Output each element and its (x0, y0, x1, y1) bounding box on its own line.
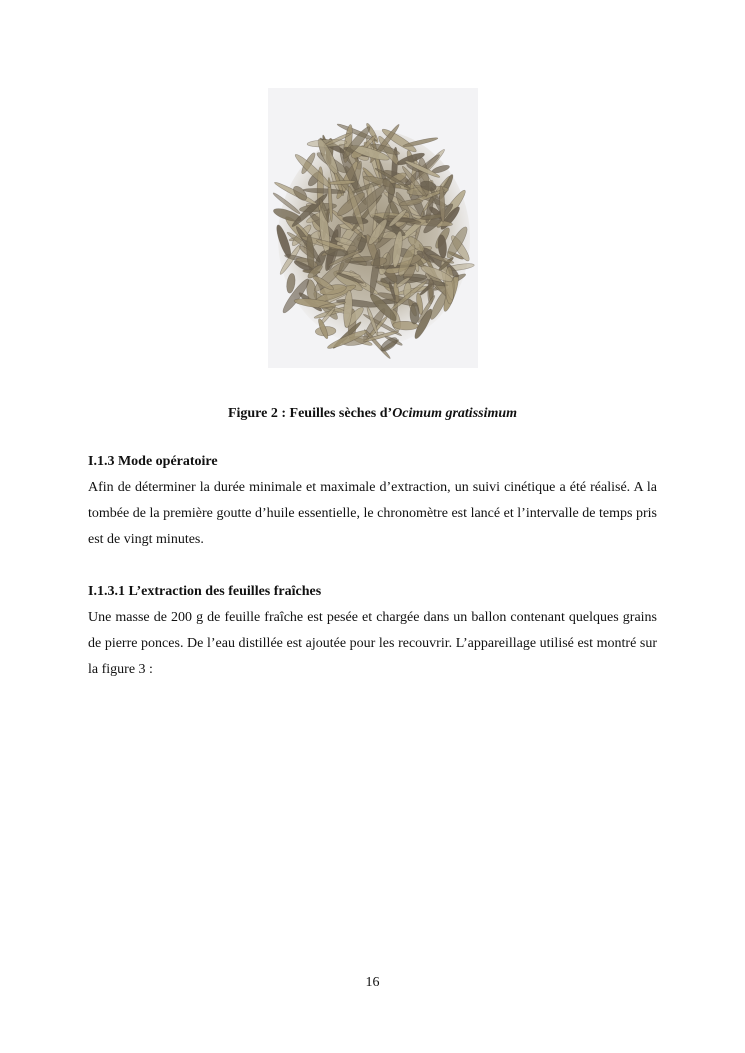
section-heading-extraction: I.1.3.1 L’extraction des feuilles fraîches (88, 584, 322, 599)
section-paragraph-extraction: Une masse de 200 g de feuille fraîche est pesée et chargée dans un ballon contenant quelques grains de pierre ponces. De l’eau distillée est ajoutée pour les recouvrir. L’appareillage utilisé est montré sur la figure 3 : (88, 610, 657, 677)
dried-leaves-illustration (268, 88, 478, 368)
dried-leaves-photo (268, 88, 478, 368)
page-number: 16 (365, 975, 380, 990)
section-heading-mode-operatoire: I.1.3 Mode opératoire (88, 454, 218, 469)
figure-caption-prefix: Figure 2 : Feuilles sèches d’ (227, 406, 393, 421)
section-paragraph-mode-operatoire: Afin de déterminer la durée minimale et maximale d’extraction, un suivi cinétique a été réalisé. A la tombée de la première goutte d’huile essentielle, le chronomètre est lancé et l’intervalle de temps pris est de vingt minutes. (88, 480, 657, 547)
figure-caption (0, 405, 745, 423)
figure-caption-species: Ocimum gratissimum (392, 406, 518, 421)
